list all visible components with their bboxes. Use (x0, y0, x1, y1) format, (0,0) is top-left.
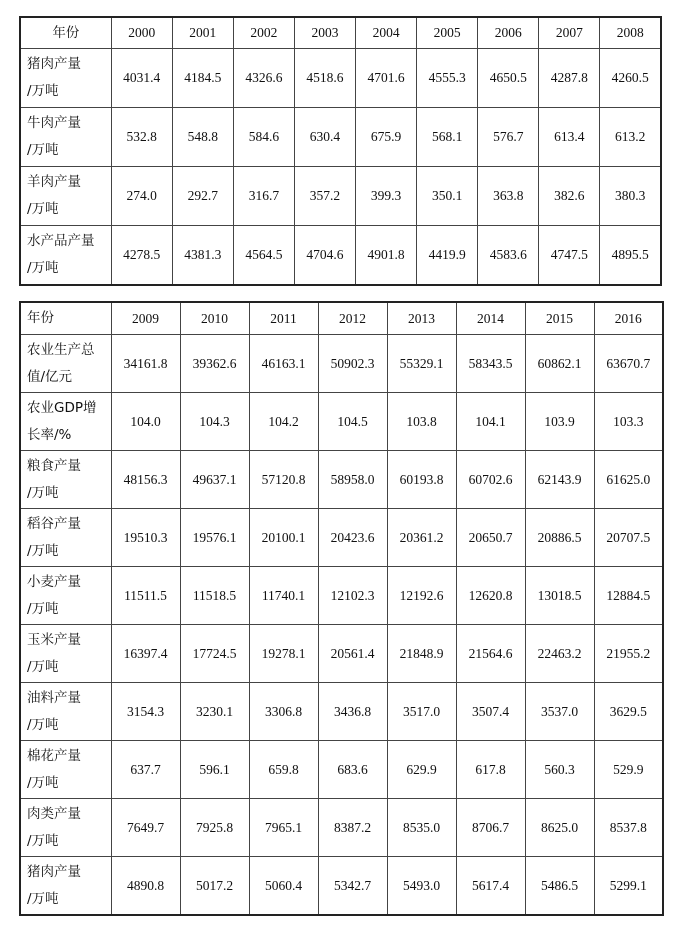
value-cell: 11740.1 (249, 567, 318, 625)
value-cell: 21955.2 (594, 625, 663, 683)
value-cell: 4278.5 (111, 226, 172, 286)
value-cell: 50902.3 (318, 335, 387, 393)
row-label-line: 值/亿元 (27, 368, 73, 385)
row-label-cell (20, 108, 111, 167)
value-cell: 104.1 (456, 393, 525, 451)
value-cell: 4260.5 (600, 49, 661, 108)
agriculture-table-2009-2016 (19, 301, 664, 916)
value-cell: 3629.5 (594, 683, 663, 741)
table-row (20, 741, 663, 799)
value-cell: 20707.5 (594, 509, 663, 567)
value-cell: 5017.2 (180, 857, 249, 916)
year-cell: 2005 (417, 17, 478, 49)
value-cell: 60193.8 (387, 451, 456, 509)
row-label-line: 牛肉产量 (27, 115, 81, 131)
table-row (20, 167, 661, 226)
year-header-cell: 年份 (20, 302, 111, 335)
value-cell: 63670.7 (594, 335, 663, 393)
value-cell: 21564.6 (456, 625, 525, 683)
value-cell: 12192.6 (387, 567, 456, 625)
table-row (20, 49, 661, 108)
value-cell: 363.8 (478, 167, 539, 226)
value-cell: 7649.7 (111, 799, 180, 857)
year-cell: 2010 (180, 302, 249, 335)
value-cell: 617.8 (456, 741, 525, 799)
table-header-row (20, 302, 663, 335)
value-cell: 5493.0 (387, 857, 456, 916)
value-cell: 49637.1 (180, 451, 249, 509)
value-cell: 659.8 (249, 741, 318, 799)
value-cell: 8387.2 (318, 799, 387, 857)
row-label-line: /万吨 (27, 658, 59, 675)
row-label-line: 农业GDP增 (27, 399, 97, 416)
row-label-line: /万吨 (27, 142, 59, 158)
row-label-line: 小麦产量 (27, 573, 81, 590)
value-cell: 20650.7 (456, 509, 525, 567)
row-label-line: 玉米产量 (27, 631, 81, 648)
row-label-cell (20, 857, 111, 916)
value-cell: 4419.9 (417, 226, 478, 286)
row-label-line: /万吨 (27, 890, 59, 907)
value-cell: 560.3 (525, 741, 594, 799)
value-cell: 4184.5 (172, 49, 233, 108)
value-cell: 103.8 (387, 393, 456, 451)
table-row (20, 393, 663, 451)
row-label-line: /万吨 (27, 832, 59, 849)
row-label-line: 棉花产量 (27, 747, 81, 764)
row-label-cell (20, 167, 111, 226)
value-cell: 4901.8 (356, 226, 417, 286)
row-label-line: /万吨 (27, 600, 59, 617)
value-cell: 60702.6 (456, 451, 525, 509)
row-label-line: 猪肉产量 (27, 863, 81, 880)
table-row (20, 857, 663, 916)
row-label-cell (20, 567, 111, 625)
row-label-line: /万吨 (27, 542, 59, 559)
value-cell: 613.2 (600, 108, 661, 167)
year-cell: 2001 (172, 17, 233, 49)
value-cell: 675.9 (356, 108, 417, 167)
value-cell: 3154.3 (111, 683, 180, 741)
value-cell: 48156.3 (111, 451, 180, 509)
value-cell: 4895.5 (600, 226, 661, 286)
value-cell: 3507.4 (456, 683, 525, 741)
value-cell: 5617.4 (456, 857, 525, 916)
value-cell: 399.3 (356, 167, 417, 226)
value-cell: 20361.2 (387, 509, 456, 567)
value-cell: 4704.6 (294, 226, 355, 286)
table-row (20, 335, 663, 393)
value-cell: 104.0 (111, 393, 180, 451)
value-cell: 548.8 (172, 108, 233, 167)
value-cell: 316.7 (233, 167, 294, 226)
row-label-cell (20, 509, 111, 567)
value-cell: 19576.1 (180, 509, 249, 567)
year-cell: 2014 (456, 302, 525, 335)
value-cell: 12620.8 (456, 567, 525, 625)
row-label-line: /万吨 (27, 774, 59, 791)
value-cell: 629.9 (387, 741, 456, 799)
value-cell: 34161.8 (111, 335, 180, 393)
value-cell: 3306.8 (249, 683, 318, 741)
value-cell: 292.7 (172, 167, 233, 226)
value-cell: 12884.5 (594, 567, 663, 625)
row-label-line: /万吨 (27, 201, 59, 217)
value-cell: 4381.3 (172, 226, 233, 286)
table-row (20, 799, 663, 857)
value-cell: 8706.7 (456, 799, 525, 857)
row-label-line: /万吨 (27, 260, 59, 276)
value-cell: 4287.8 (539, 49, 600, 108)
row-label-cell (20, 49, 111, 108)
value-cell: 104.3 (180, 393, 249, 451)
value-cell: 21848.9 (387, 625, 456, 683)
value-cell: 104.2 (249, 393, 318, 451)
row-label-line: /万吨 (27, 484, 59, 501)
value-cell: 576.7 (478, 108, 539, 167)
value-cell: 350.1 (417, 167, 478, 226)
value-cell: 4031.4 (111, 49, 172, 108)
table-row (20, 108, 661, 167)
row-label-cell (20, 393, 111, 451)
value-cell: 4326.6 (233, 49, 294, 108)
value-cell: 58958.0 (318, 451, 387, 509)
value-cell: 39362.6 (180, 335, 249, 393)
value-cell: 637.7 (111, 741, 180, 799)
year-header-cell: 年份 (20, 17, 111, 49)
value-cell: 596.1 (180, 741, 249, 799)
value-cell: 103.3 (594, 393, 663, 451)
year-cell: 2008 (600, 17, 661, 49)
row-label-line: 粮食产量 (27, 457, 81, 474)
row-label-cell (20, 799, 111, 857)
value-cell: 5299.1 (594, 857, 663, 916)
row-label-line: 稻谷产量 (27, 515, 81, 532)
value-cell: 20886.5 (525, 509, 594, 567)
row-label-cell (20, 335, 111, 393)
year-cell: 2004 (356, 17, 417, 49)
year-cell: 2007 (539, 17, 600, 49)
value-cell: 4555.3 (417, 49, 478, 108)
table-row (20, 567, 663, 625)
value-cell: 532.8 (111, 108, 172, 167)
year-cell: 2000 (111, 17, 172, 49)
year-cell: 2016 (594, 302, 663, 335)
value-cell: 382.6 (539, 167, 600, 226)
table-row (20, 625, 663, 683)
value-cell: 61625.0 (594, 451, 663, 509)
production-table-2000-2008 (19, 16, 662, 286)
value-cell: 12102.3 (318, 567, 387, 625)
value-cell: 274.0 (111, 167, 172, 226)
value-cell: 7925.8 (180, 799, 249, 857)
value-cell: 5060.4 (249, 857, 318, 916)
value-cell: 4650.5 (478, 49, 539, 108)
value-cell: 22463.2 (525, 625, 594, 683)
row-label-cell (20, 451, 111, 509)
value-cell: 46163.1 (249, 335, 318, 393)
value-cell: 5486.5 (525, 857, 594, 916)
value-cell: 8537.8 (594, 799, 663, 857)
year-cell: 2002 (233, 17, 294, 49)
row-label-line: 长率/% (27, 426, 72, 443)
value-cell: 568.1 (417, 108, 478, 167)
year-cell: 2012 (318, 302, 387, 335)
table-row (20, 509, 663, 567)
year-cell: 2011 (249, 302, 318, 335)
value-cell: 5342.7 (318, 857, 387, 916)
value-cell: 4747.5 (539, 226, 600, 286)
year-cell: 2015 (525, 302, 594, 335)
row-label-line: 农业生产总 (27, 341, 95, 358)
row-label-line: 肉类产量 (27, 805, 81, 822)
row-label-line: /万吨 (27, 83, 59, 99)
row-label-line: /万吨 (27, 716, 59, 733)
value-cell: 104.5 (318, 393, 387, 451)
value-cell: 55329.1 (387, 335, 456, 393)
value-cell: 630.4 (294, 108, 355, 167)
value-cell: 4701.6 (356, 49, 417, 108)
table-row (20, 226, 661, 286)
value-cell: 57120.8 (249, 451, 318, 509)
row-label-line: 油料产量 (27, 689, 81, 706)
row-label-line: 水产品产量 (27, 233, 95, 249)
value-cell: 20100.1 (249, 509, 318, 567)
row-label-cell (20, 625, 111, 683)
table-row (20, 683, 663, 741)
year-cell: 2003 (294, 17, 355, 49)
year-cell: 2009 (111, 302, 180, 335)
table-row (20, 451, 663, 509)
value-cell: 8535.0 (387, 799, 456, 857)
value-cell: 60862.1 (525, 335, 594, 393)
value-cell: 3517.0 (387, 683, 456, 741)
value-cell: 613.4 (539, 108, 600, 167)
table-header-row (20, 17, 661, 49)
value-cell: 8625.0 (525, 799, 594, 857)
value-cell: 3537.0 (525, 683, 594, 741)
value-cell: 683.6 (318, 741, 387, 799)
value-cell: 62143.9 (525, 451, 594, 509)
value-cell: 3230.1 (180, 683, 249, 741)
value-cell: 3436.8 (318, 683, 387, 741)
value-cell: 19510.3 (111, 509, 180, 567)
value-cell: 11518.5 (180, 567, 249, 625)
value-cell: 584.6 (233, 108, 294, 167)
value-cell: 16397.4 (111, 625, 180, 683)
value-cell: 357.2 (294, 167, 355, 226)
value-cell: 380.3 (600, 167, 661, 226)
row-label-cell (20, 226, 111, 286)
value-cell: 4583.6 (478, 226, 539, 286)
row-label-line: 猪肉产量 (27, 56, 81, 72)
year-cell: 2006 (478, 17, 539, 49)
value-cell: 11511.5 (111, 567, 180, 625)
value-cell: 58343.5 (456, 335, 525, 393)
value-cell: 103.9 (525, 393, 594, 451)
row-label-cell (20, 683, 111, 741)
value-cell: 13018.5 (525, 567, 594, 625)
value-cell: 4518.6 (294, 49, 355, 108)
year-cell: 2013 (387, 302, 456, 335)
value-cell: 19278.1 (249, 625, 318, 683)
value-cell: 529.9 (594, 741, 663, 799)
value-cell: 4564.5 (233, 226, 294, 286)
value-cell: 20561.4 (318, 625, 387, 683)
row-label-cell (20, 741, 111, 799)
row-label-line: 羊肉产量 (27, 174, 81, 190)
value-cell: 7965.1 (249, 799, 318, 857)
value-cell: 17724.5 (180, 625, 249, 683)
value-cell: 20423.6 (318, 509, 387, 567)
value-cell: 4890.8 (111, 857, 180, 916)
